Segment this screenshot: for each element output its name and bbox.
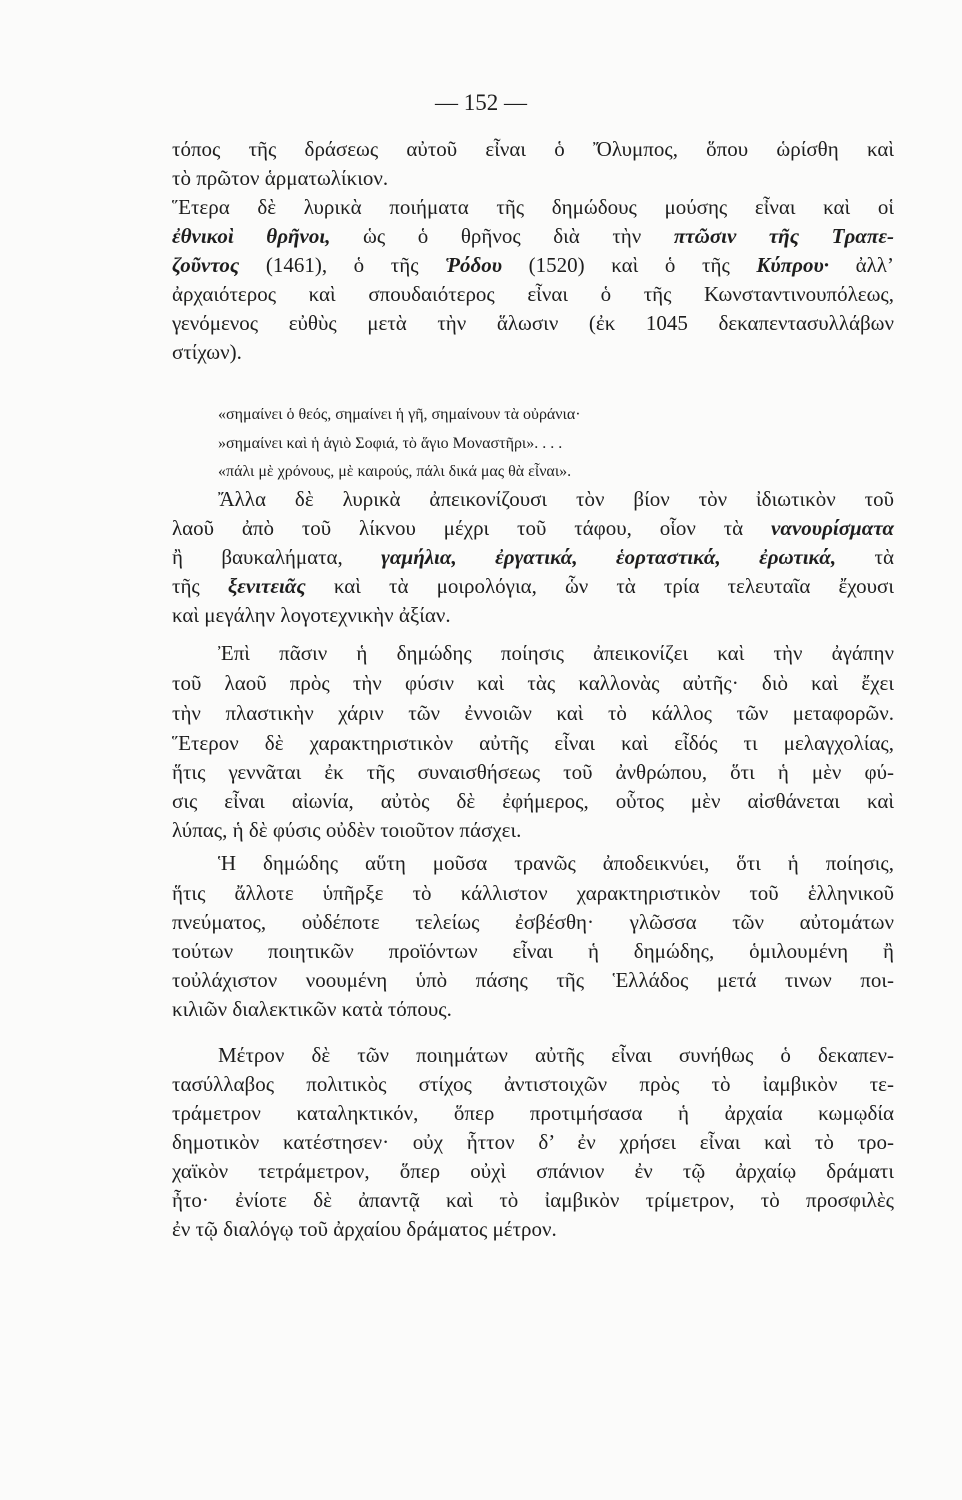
text-span: σις εἶναι αἰωνία, αὐτὸς δὲ ἐφήμερος, οὗτος μὲν αἰσθάνεται καὶ [172, 789, 894, 813]
text-span: καὶ τὰ μοιρολόγια, ὧν τὰ τρία τελευταῖα ἔχουσι [305, 574, 894, 598]
emphasized-text: πτῶσιν τῆς Τραπε- [673, 224, 894, 248]
text-line [172, 136, 894, 162]
text-line [172, 996, 894, 1022]
text-line [172, 281, 894, 307]
text-span: κιλιῶν διαλεκτικῶν κατὰ τόπους. [172, 997, 452, 1021]
text-span: τοῦ λαοῦ πρὸς τὴν φύσιν καὶ τὰς καλλονὰς αὐτῆς· διὸ καὶ ἔχει [172, 671, 894, 695]
text-line [218, 486, 894, 512]
text-line [172, 515, 894, 541]
text-line [172, 602, 894, 628]
text-span: »σημαίνει καὶ ἡ ἁγιὸ Σοφιά, τὸ ἅγιο Μοναστῆρι». . . . [218, 435, 563, 452]
quote-line [218, 459, 571, 485]
text-line [218, 850, 894, 876]
text-span: τὸ πρῶτον ἁρματωλίκιον. [172, 166, 389, 190]
emphasized-text: ἐθνικοὶ θρῆνοι, [172, 224, 331, 248]
text-line [172, 759, 894, 785]
text-span: ἥτις ἄλλοτε ὑπῆρξε τὸ κάλλιστον χαρακτηριστικὸν τοῦ ἑλληνικοῦ [172, 881, 894, 905]
text-span: ἀλλ’ [829, 253, 894, 277]
text-line [172, 1216, 894, 1242]
text-span: Ἡ δημώδης αὕτη μοῦσα τρανῶς ἀποδεικνύει, ὅτι ἡ ποίησις, [218, 851, 894, 875]
text-line [172, 817, 894, 843]
text-line [172, 1129, 894, 1155]
text-span: ἥτις γεννᾶται ἐκ τῆς συναισθήσεως τοῦ ἀνθρώπου, ὅτι ἡ μὲν φύ- [172, 760, 894, 784]
text-line [172, 938, 894, 964]
text-line [172, 880, 894, 906]
text-span: τὴν πλαστικὴν χάριν τῶν ἐννοιῶν καὶ τὸ κάλλος τῶν μεταφορῶν. [172, 701, 894, 725]
text-span: δημοτικὸν κατέστησεν· οὐχ ἧττον δ’ ἐν χρήσει εἶναι καὶ τὸ τρο- [172, 1130, 894, 1154]
text-line [172, 544, 894, 570]
text-span: (1520) καὶ ὁ τῆς [502, 253, 757, 277]
emphasized-text: Ῥόδου [445, 253, 503, 277]
text-span: τούτων ποιητικῶν προϊόντων εἶναι ἡ δημώδης, ὁμιλουμένη ἢ [172, 939, 894, 963]
text-span: ὡς ὁ θρῆνος διὰ τὴν [330, 224, 674, 248]
text-line [172, 339, 894, 365]
text-line [172, 194, 894, 220]
text-line [172, 700, 894, 726]
text-span: καὶ μεγάλην λογοτεχνικὴν ἀξίαν. [172, 603, 451, 627]
text-span: τράμετρον καταληκτικόν, ὅπερ προτιμήσασα ἡ ἀρχαία κωμῳδία [172, 1101, 894, 1125]
text-span: τῆς [172, 574, 228, 598]
text-line [172, 165, 894, 191]
text-span: Ἕτερα δὲ λυρικὰ ποιήματα τῆς δημώδους μούσης εἶναι καὶ οἱ [172, 195, 894, 219]
text-line [172, 252, 894, 278]
text-span: (1461), ὁ τῆς [239, 253, 446, 277]
text-line [218, 1042, 894, 1068]
text-span: τόπος τῆς δράσεως αὐτοῦ εἶναι ὁ Ὄλυμπος, ὅπου ὡρίσθη καὶ [172, 137, 894, 161]
text-span: πνεύματος, οὐδέποτε τελείως ἐσβέσθη· γλῶσσα τῶν αὐτομάτων [172, 910, 894, 934]
text-line [172, 573, 894, 599]
text-span: λαοῦ ἀπὸ τοῦ λίκνου μέχρι τοῦ τάφου, οἷον τὰ [172, 516, 772, 540]
text-span: Ἄλλα δὲ λυρικὰ ἀπεικονίζουσι τὸν βίον τὸν ἰδιωτικὸν τοῦ [218, 487, 894, 511]
text-span: λύπας, ἡ δὲ φύσις οὐδὲν τοιοῦτον πάσχει. [172, 818, 522, 842]
text-span: Μέτρον δὲ τῶν ποιημάτων αὐτῆς εἶναι συνήθως ὁ δεκαπεν- [218, 1043, 894, 1067]
text-span: τὰ [836, 545, 894, 569]
text-span: ἦτο· ἐνίοτε δὲ ἀπαντᾷ καὶ τὸ ἰαμβικὸν τρίμετρον, τὸ προσφιλὲς [172, 1188, 894, 1212]
text-line [172, 909, 894, 935]
text-line [172, 1071, 894, 1097]
text-span: ἐν τῷ διαλόγῳ τοῦ ἀρχαίου δράματος μέτρον. [172, 1217, 557, 1241]
text-span: ἢ βαυκαλήματα, [172, 545, 382, 569]
text-span: ἀρχαιότερος καὶ σπουδαιότερος εἶναι ὁ τῆς Κωνσταντινουπόλεως, [172, 282, 894, 306]
quote-line [218, 431, 562, 457]
text-span: γενόμενος εὐθὺς μετὰ τὴν ἅλωσιν (ἐκ 1045 δεκαπεντασυλλάβων [172, 311, 894, 335]
text-line [172, 1187, 894, 1213]
text-line [172, 670, 894, 696]
text-line [172, 223, 894, 249]
emphasized-text: Κύπρου· [756, 253, 829, 277]
emphasized-text: ξενιτειᾶς [227, 574, 306, 598]
text-line [172, 1100, 894, 1126]
emphasized-text: νανουρίσματα [771, 516, 894, 540]
text-line [172, 730, 894, 756]
text-span: στίχων). [172, 340, 242, 364]
text-span: τοὐλάχιστον νοουμένη ὑπὸ πάσης τῆς Ἑλλάδος μετά τινων ποι- [172, 968, 894, 992]
emphasized-text: γαμήλια, ἐργατικά, ἑορταστικά, ἐρωτικά, [381, 545, 837, 569]
emphasized-text: ζοῦντος [172, 253, 240, 277]
text-span: Ἐπὶ πᾶσιν ἡ δημώδης ποίησις ἀπεικονίζει καὶ τὴν ἀγάπην [218, 641, 894, 665]
page-number: — 152 — [435, 90, 527, 115]
text-line [172, 310, 894, 336]
text-line [172, 967, 894, 993]
quote-line [218, 402, 581, 428]
text-line [172, 788, 894, 814]
text-span: τασύλλαβος πολιτικὸς στίχος ἀντιστοιχῶν πρὸς τὸ ἰαμβικὸν τε- [172, 1072, 894, 1096]
text-span: «σημαίνει ὁ θεός, σημαίνει ἡ γῆ, σημαίνουν τὰ οὐράνια· [218, 406, 581, 423]
text-span: Ἕτερον δὲ χαρακτηριστικὸν αὐτῆς εἶναι καὶ εἶδός τι μελαγχολίας, [172, 731, 894, 755]
text-span: «πάλι μὲ χρόνους, μὲ καιρούς, πάλι δικά μας θὰ εἶναι». [218, 463, 572, 480]
text-line [218, 640, 894, 666]
text-span: χαϊκὸν τετράμετρον, ὅπερ οὐχὶ σπάνιον ἐν τῷ ἀρχαίῳ δράματι [172, 1159, 894, 1183]
text-line [172, 1158, 894, 1184]
